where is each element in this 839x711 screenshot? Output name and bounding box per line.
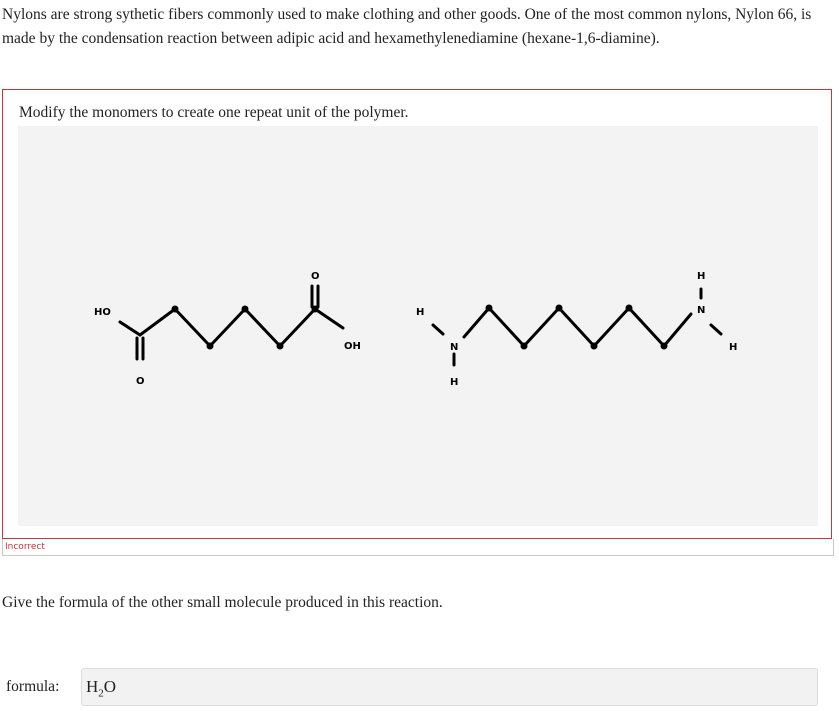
- bond[interactable]: [711, 325, 721, 334]
- molecule-drawing[interactable]: [18, 126, 818, 526]
- formula-element-h: H: [86, 677, 99, 696]
- atom-label-h[interactable]: H: [416, 307, 425, 318]
- bond[interactable]: [594, 308, 629, 346]
- atom-label-n[interactable]: N: [450, 342, 459, 353]
- atom-node[interactable]: [207, 343, 214, 350]
- bond[interactable]: [629, 308, 664, 346]
- diamine-molecule[interactable]: [433, 289, 721, 365]
- question-prompt: Modify the monomers to create one repeat unit of the polymer.: [19, 104, 409, 121]
- drawing-canvas[interactable]: [18, 126, 818, 526]
- atom-node[interactable]: [626, 305, 633, 312]
- bond[interactable]: [280, 309, 315, 346]
- atom-label-oh[interactable]: OH: [344, 341, 361, 352]
- bond[interactable]: [464, 308, 489, 337]
- atom-label-h[interactable]: H: [729, 342, 738, 353]
- bond[interactable]: [559, 308, 594, 346]
- atom-label-h[interactable]: H: [450, 377, 459, 388]
- atom-node[interactable]: [242, 306, 249, 313]
- bond[interactable]: [433, 325, 443, 334]
- intro-paragraph: Nylons are strong sythetic fibers commonly used to make clothing and other goods. One of the most common nylons, Nylon 66, is made by the condensation reaction between adipic acid and hexamethylenediamine (hexane-1,6-diamine).: [2, 6, 812, 47]
- question-box: [2, 89, 832, 539]
- bond[interactable]: [120, 322, 140, 335]
- status-bar: [2, 539, 834, 556]
- status-incorrect: Incorrect: [5, 542, 45, 552]
- atom-label-n[interactable]: N: [697, 305, 706, 316]
- bond[interactable]: [664, 314, 691, 346]
- question2-prompt: Give the formula of the other small molecule produced in this reaction.: [2, 594, 443, 611]
- atom-label-ho[interactable]: HO: [94, 307, 111, 318]
- bond[interactable]: [245, 309, 280, 346]
- atom-label-o[interactable]: O: [136, 376, 145, 387]
- formula-value[interactable]: [86, 677, 116, 699]
- atom-node[interactable]: [312, 306, 319, 313]
- atom-node[interactable]: [172, 306, 179, 313]
- bond[interactable]: [489, 308, 524, 346]
- adipic-acid-molecule[interactable]: [120, 286, 343, 359]
- bond[interactable]: [315, 309, 343, 328]
- atom-node[interactable]: [661, 343, 668, 350]
- bond[interactable]: [524, 308, 559, 346]
- atom-node[interactable]: [521, 343, 528, 350]
- formula-label: formula:: [6, 678, 60, 695]
- bond[interactable]: [175, 309, 210, 346]
- atom-node[interactable]: [277, 343, 284, 350]
- bond[interactable]: [210, 309, 245, 346]
- atom-node[interactable]: [486, 305, 493, 312]
- formula-element-o: O: [103, 677, 117, 696]
- bond[interactable]: [140, 309, 175, 335]
- atom-node[interactable]: [591, 343, 598, 350]
- atom-node[interactable]: [556, 305, 563, 312]
- atom-label-h[interactable]: H: [697, 271, 706, 282]
- formula-subscript: 2: [98, 687, 104, 700]
- formula-input[interactable]: [81, 668, 818, 706]
- atom-label-o[interactable]: O: [311, 271, 320, 282]
